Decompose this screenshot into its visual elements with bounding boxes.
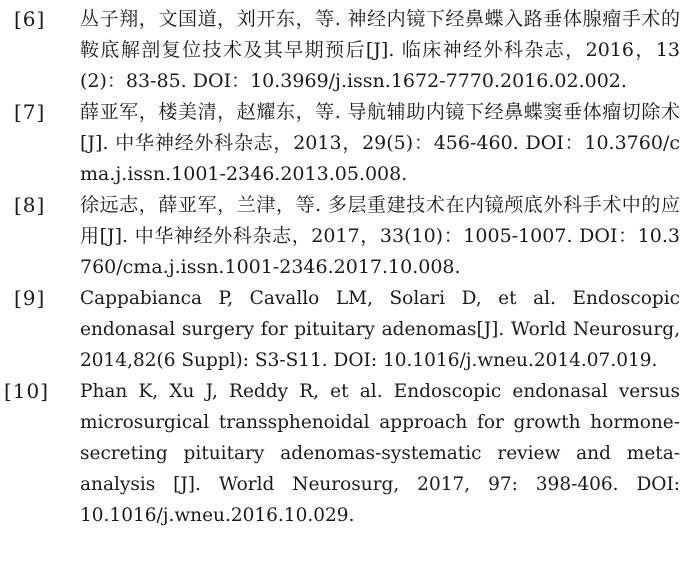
reference-item-8 xyxy=(0,190,690,283)
reference-text: 丛子翔，文国道，刘开东，等. 神经内镜下经鼻蝶入路垂体腺瘤手术的鞍底解剖复位技术及其早期预后[J]. 临床神经外科杂志，2016，13(2)：83-85. DOI：10.3969/j.issn.1672-7770.2016.02.002. xyxy=(80,8,680,92)
reference-number: [10] xyxy=(4,379,50,403)
reference-text: 徐远志，薛亚军，兰津，等. 多层重建技术在内镜颅底外科手术中的应用[J]. 中华神经外科杂志，2017，33(10)：1005-1007. DOI：10.3760/cma.j.issn.1001-2346.2017.10.008. xyxy=(80,194,680,278)
reference-item-7 xyxy=(0,97,690,190)
reference-number: [8] xyxy=(14,193,46,217)
reference-item-6 xyxy=(0,4,690,97)
reference-list xyxy=(0,4,690,531)
reference-item-9 xyxy=(0,283,690,376)
reference-text: 薛亚军，楼美清，赵耀东，等. 导航辅助内镜下经鼻蝶窦垂体瘤切除术[J]. 中华神经外科杂志，2013，29(5)：456-460. DOI：10.3760/cma.j.issn.1001-2346.2013.05.008. xyxy=(80,101,680,185)
reference-text: Cappabianca P, Cavallo LM, Solari D, et al. Endoscopic endonasal surgery for pituitary adenomas[J]. World Neurosurg, 2014,82(6 Suppl): S3-S11. DOI: 10.1016/j.wneu.2014.07.019. xyxy=(80,288,680,371)
reference-number: [9] xyxy=(14,286,46,310)
reference-text: Phan K, Xu J, Reddy R, et al. Endoscopic endonasal versus microsurgical transsphenoidal approach for growth hormone-secreting pituitary adenomas-systematic review and meta-analysis [J]. World Neurosurg, 2017, 97: 398-406. DOI: 10.1016/j.wneu.2016.10.029. xyxy=(80,381,680,526)
reference-item-10 xyxy=(0,376,690,531)
reference-number: [6] xyxy=(14,7,46,31)
reference-number: [7] xyxy=(14,100,46,124)
